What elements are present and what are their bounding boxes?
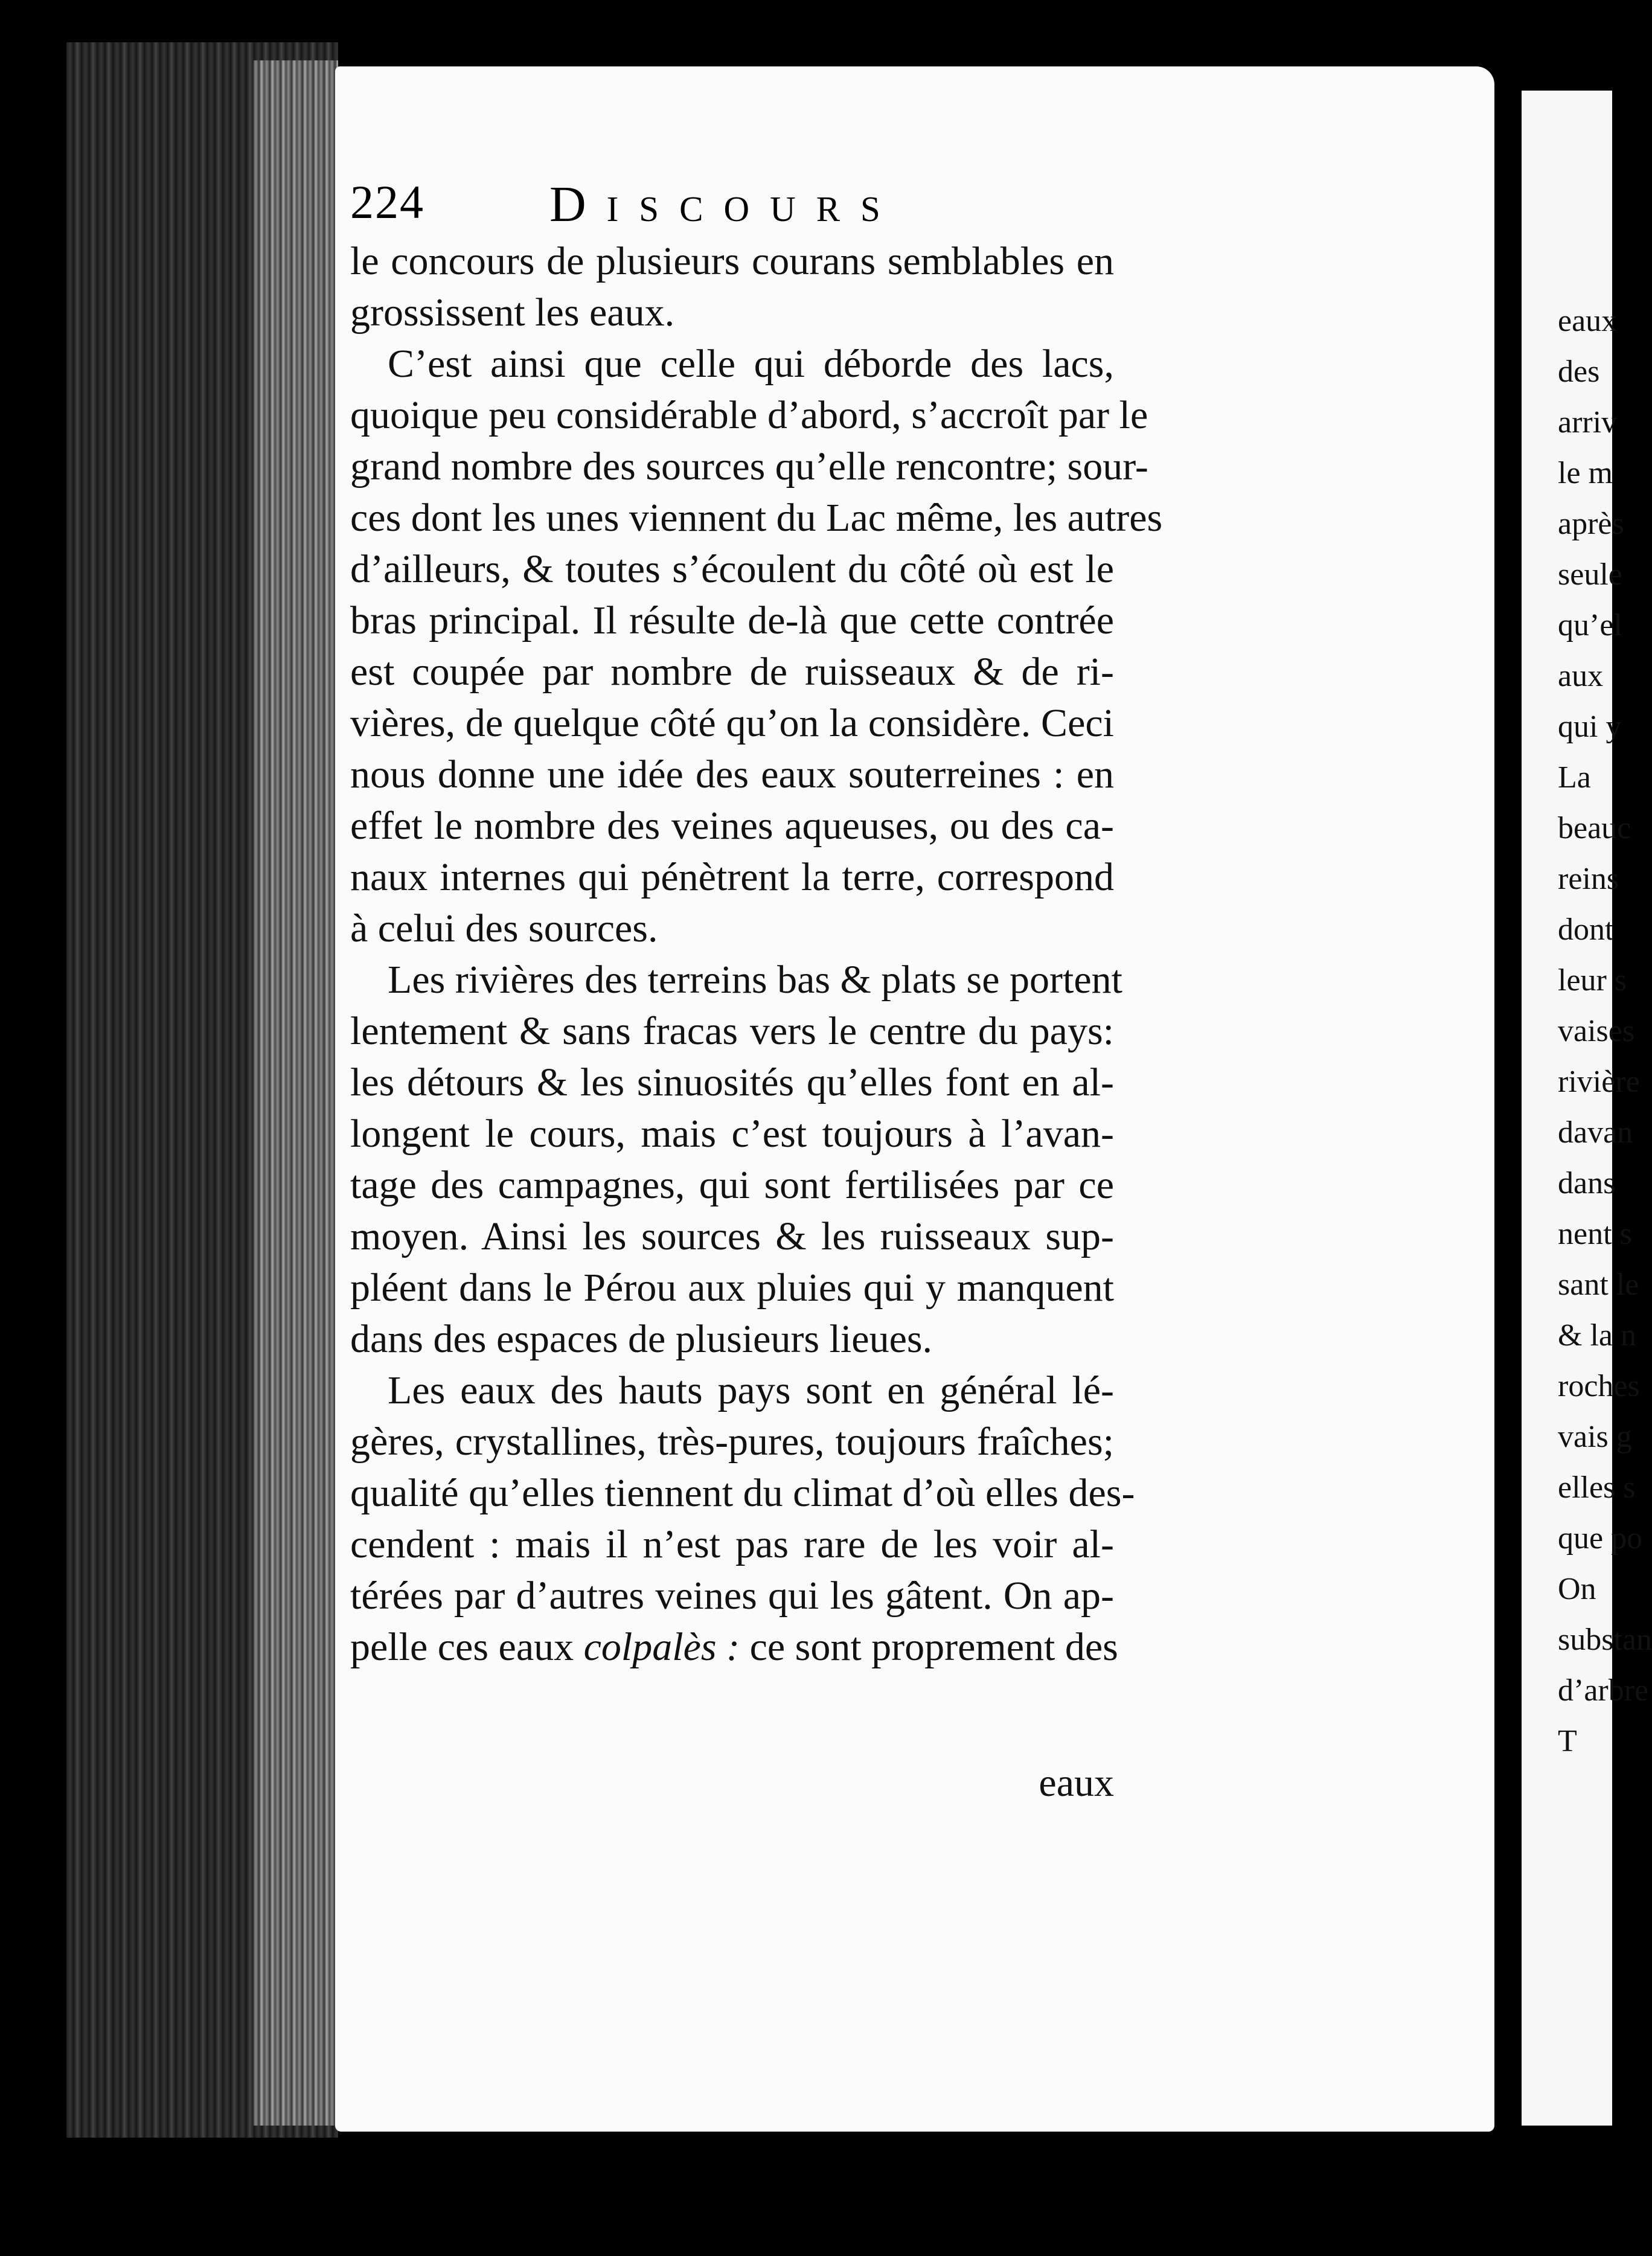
text-line: longent le cours, mais c’est toujours à l’avan- bbox=[350, 1112, 1114, 1156]
page-edges bbox=[254, 60, 338, 2126]
right-page-fragment-line: arriv bbox=[1558, 405, 1618, 440]
text-line: les détours & les sinuosités qu’elles font en al- bbox=[350, 1060, 1114, 1104]
text-line: bras principal. Il résulte de-là que cette contrée bbox=[350, 598, 1114, 643]
text-line: naux internes qui pénètrent la terre, correspond bbox=[350, 855, 1114, 899]
right-page-fragment-line: reins bbox=[1558, 862, 1619, 896]
right-page-fragment-line: La bbox=[1558, 760, 1591, 795]
right-page-fragment bbox=[1522, 91, 1652, 2126]
text-line: dans des espaces de plusieurs lieues. bbox=[350, 1317, 933, 1361]
right-page-fragment-line: dont bbox=[1558, 912, 1614, 947]
text-line: cendent : mais il n’est pas rare de les voir al- bbox=[350, 1522, 1114, 1566]
right-page-fragment-line: eaux bbox=[1558, 304, 1618, 338]
right-page-fragment-line: On bbox=[1558, 1572, 1596, 1606]
text-line: qualité qu’elles tiennent du climat d’où elles des- bbox=[350, 1471, 1135, 1515]
right-page-fragment-line: aux bbox=[1558, 659, 1604, 693]
right-page-fragment-line: qu’el bbox=[1558, 608, 1622, 643]
right-page-fragment-line: & la n bbox=[1558, 1318, 1636, 1353]
text-line: tage des campagnes, qui sont fertilisées par ce bbox=[350, 1163, 1114, 1207]
catchword: eaux bbox=[1039, 1761, 1114, 1805]
right-page-fragment-line: vais g bbox=[1558, 1420, 1632, 1454]
text-line: térées par d’autres veines qui les gâtent. On ap- bbox=[350, 1574, 1114, 1618]
right-page-fragment-line: le m bbox=[1558, 456, 1613, 490]
right-page-fragment-line: qui y bbox=[1558, 710, 1622, 744]
right-page-fragment-line: vaises bbox=[1558, 1014, 1635, 1048]
text-line: est coupée par nombre de ruisseaux & de ri- bbox=[350, 650, 1114, 694]
body-text bbox=[350, 236, 1163, 1673]
text-line: d’ailleurs, & toutes s’écoulent du côté où est le bbox=[350, 547, 1114, 591]
right-page-fragment-line: d’arbre bbox=[1558, 1673, 1649, 1708]
right-page-fragment-line: roches bbox=[1558, 1369, 1640, 1403]
text-line: pelle ces eaux colpalès : ce sont proprement des bbox=[350, 1625, 1118, 1669]
right-page-fragment-line: après bbox=[1558, 507, 1624, 541]
text-line: Les rivières des terreins bas & plats se portent bbox=[388, 958, 1122, 1002]
text-line: grand nombre des sources qu’elle rencontre; sour- bbox=[350, 444, 1148, 489]
right-page-fragment-line: dans bbox=[1558, 1166, 1616, 1200]
right-page-fragment-line: des bbox=[1558, 354, 1600, 389]
text-line: effet le nombre des veines aqueuses, ou des ca- bbox=[350, 804, 1114, 848]
right-page-fragment-line: que po bbox=[1558, 1521, 1643, 1556]
text-line: quoique peu considérable d’abord, s’accroît par le bbox=[350, 393, 1148, 437]
text-line: lentement & sans fracas vers le centre du pays: bbox=[350, 1009, 1114, 1053]
text-line: vières, de quelque côté qu’on la considère. Ceci bbox=[350, 701, 1114, 745]
right-page-fragment-line: T bbox=[1558, 1724, 1577, 1758]
right-page-fragment-line: davan bbox=[1558, 1115, 1633, 1150]
text-line: moyen. Ainsi les sources & les ruisseaux sup- bbox=[350, 1214, 1114, 1258]
text-line: grossissent les eaux. bbox=[350, 290, 675, 335]
right-page-fragment-line: leur s bbox=[1558, 963, 1627, 998]
text-line: nous donne une idée des eaux souterreines : en bbox=[350, 752, 1114, 796]
right-page-fragment-line: nent s bbox=[1558, 1217, 1632, 1251]
page-number: 224 bbox=[350, 176, 424, 228]
text-line: Les eaux des hauts pays sont en général lé- bbox=[388, 1368, 1114, 1412]
text-line: ces dont les unes viennent du Lac même, les autres bbox=[350, 496, 1163, 540]
right-page-fragment-line: beauc bbox=[1558, 811, 1631, 845]
running-title: Discours bbox=[549, 176, 901, 232]
text-line: C’est ainsi que celle qui déborde des lacs, bbox=[388, 342, 1114, 386]
text-line: à celui des sources. bbox=[350, 906, 658, 950]
right-page-fragment-line: substan bbox=[1558, 1623, 1652, 1657]
right-page-fragment-line: sant le bbox=[1558, 1267, 1639, 1302]
right-page-fragment-line: seule bbox=[1558, 557, 1622, 592]
text-line: pléent dans le Pérou aux pluies qui y manquent bbox=[350, 1266, 1114, 1310]
text-line: le concours de plusieurs courans semblables en bbox=[350, 239, 1114, 283]
text-line: gères, crystallines, très-pures, toujours fraîches; bbox=[350, 1420, 1114, 1464]
right-page-fragment-line: elles s bbox=[1558, 1470, 1636, 1505]
right-page-fragment-line: rivière bbox=[1558, 1065, 1640, 1099]
